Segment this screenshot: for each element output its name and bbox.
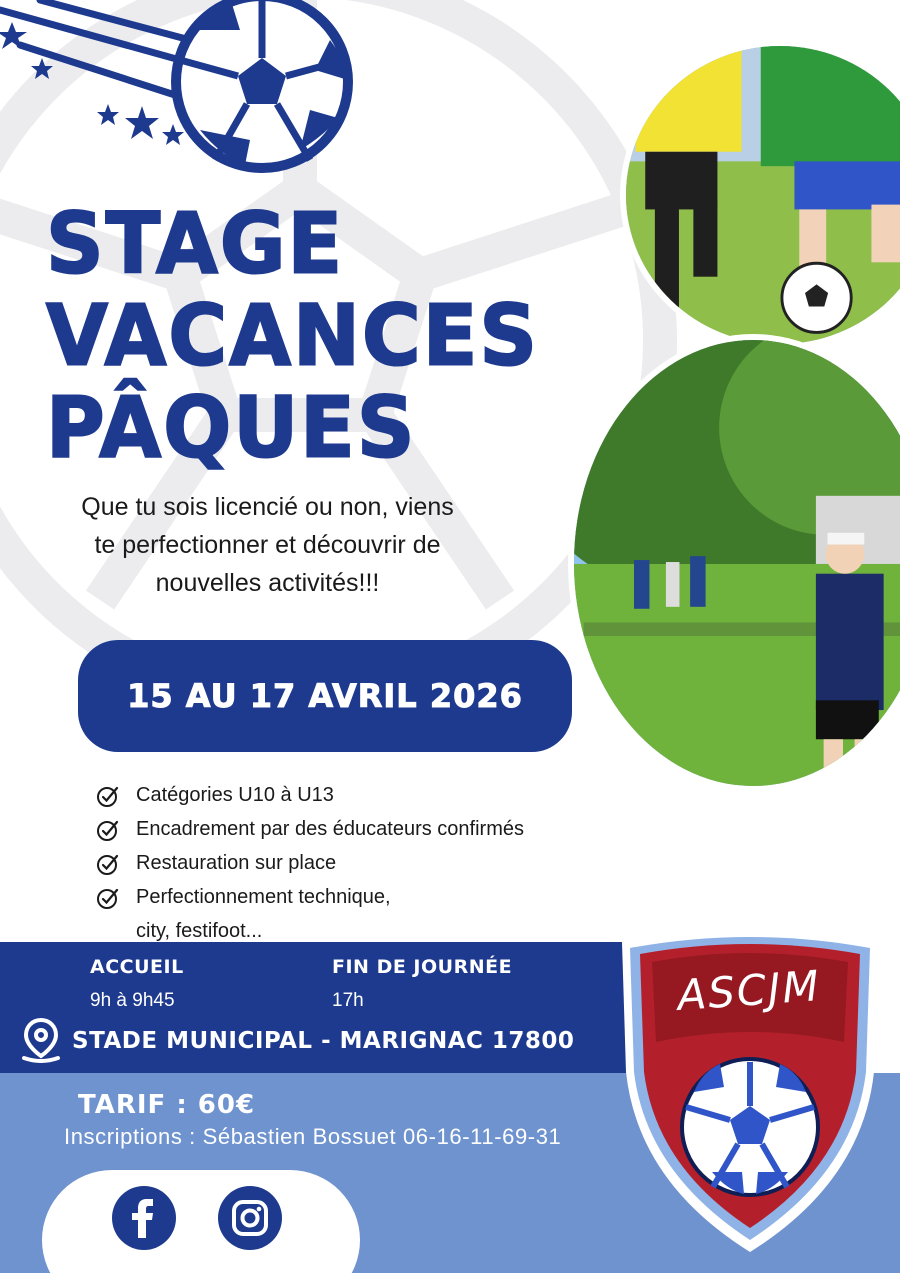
feature-item bbox=[96, 778, 616, 812]
title-line-1: STAGE bbox=[46, 194, 345, 293]
location-text: STADE MUNICIPAL - MARIGNAC 17800 bbox=[72, 1028, 575, 1054]
soccer-ball-stars-icon bbox=[0, 0, 360, 175]
feature-text: city, festifoot... bbox=[136, 920, 263, 942]
facebook-button[interactable] bbox=[112, 1186, 176, 1250]
tarif-text: TARIF : 60€ bbox=[78, 1090, 256, 1120]
title-line-2: VACANCES bbox=[46, 286, 539, 385]
subtitle-line-3: nouvelles activités!!! bbox=[155, 569, 380, 597]
arrival-value: 9h à 9h45 bbox=[90, 990, 175, 1011]
feature-text: Perfectionnement technique, bbox=[136, 886, 391, 908]
poster-title bbox=[46, 194, 606, 477]
feature-text: Restauration sur place bbox=[136, 852, 337, 874]
feature-item bbox=[96, 846, 616, 880]
group-illustration bbox=[574, 340, 900, 786]
feature-item bbox=[96, 880, 616, 914]
date-banner bbox=[78, 640, 572, 752]
location-row bbox=[20, 1018, 574, 1064]
instagram-button[interactable] bbox=[218, 1186, 282, 1250]
feature-text: Encadrement par des éducateurs confirmés bbox=[136, 818, 524, 840]
end-label: FIN DE JOURNÉE bbox=[332, 956, 513, 978]
feature-text: Catégories U10 à U13 bbox=[136, 784, 334, 806]
inscriptions-contact: Inscriptions : Sébastien Bossuet 06-16-11-69-31 bbox=[64, 1124, 562, 1149]
subtitle-line-1: Que tu sois licencié ou non, viens bbox=[81, 493, 454, 521]
social-links-container bbox=[42, 1170, 360, 1273]
features-list bbox=[96, 778, 616, 948]
crest-text: ASCJM bbox=[675, 961, 823, 1020]
date-text: 15 AU 17 AVRIL 2026 bbox=[127, 677, 523, 715]
feature-item bbox=[96, 812, 616, 846]
arrival-label: ACCUEIL bbox=[90, 956, 184, 978]
check-circle-icon bbox=[96, 818, 120, 842]
check-circle-icon bbox=[96, 886, 120, 910]
instagram-icon bbox=[231, 1199, 269, 1237]
subtitle bbox=[30, 488, 505, 602]
players-illustration bbox=[626, 46, 900, 344]
end-value: 17h bbox=[332, 990, 364, 1011]
check-circle-icon bbox=[96, 852, 120, 876]
title-line-3: PÂQUES bbox=[46, 378, 417, 477]
facebook-icon bbox=[129, 1198, 159, 1238]
map-pin-icon bbox=[20, 1018, 62, 1064]
check-circle-icon bbox=[96, 784, 120, 808]
subtitle-line-2: te perfectionner et découvrir de bbox=[94, 531, 441, 559]
